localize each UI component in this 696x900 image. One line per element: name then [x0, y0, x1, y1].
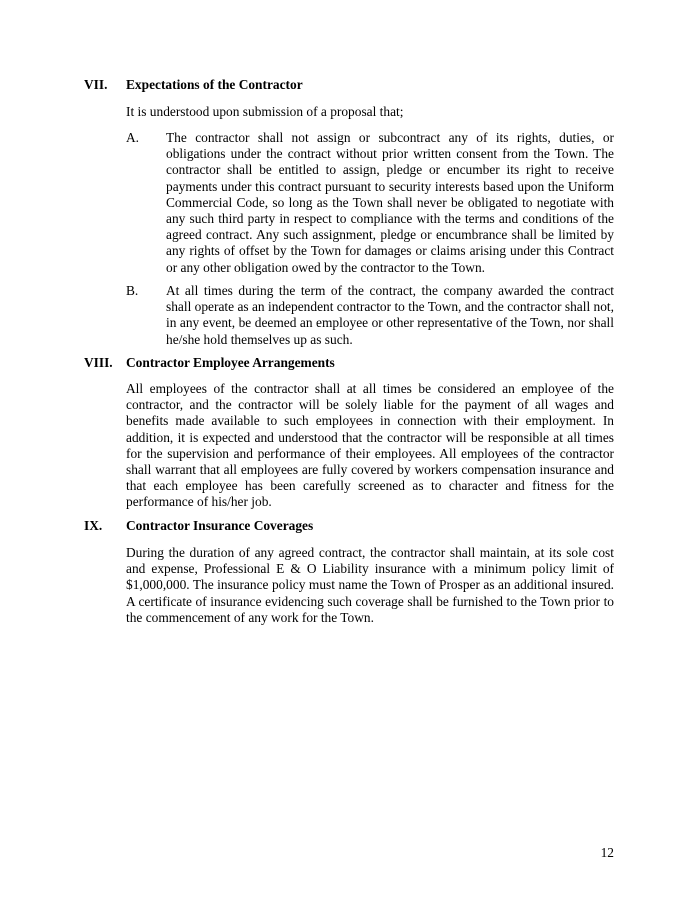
- list-item-letter: A.: [126, 130, 140, 145]
- section-intro: It is understood upon submission of a proposal that;: [126, 104, 404, 119]
- section-body: During the duration of any agreed contract, the contractor shall maintain, at its sole cost and expense, Professional E & O Liability insurance with a minimum policy limit of $1,000,000. The insurance policy must name the Town of Prosper as an additional insured. A certificate of insurance evidencing such coverage shall be furnished to the Town prior to the commencement of any work for the Town.: [126, 545, 614, 625]
- list-item-letter: B.: [126, 283, 139, 298]
- section-title: Contractor Employee Arrangements: [126, 355, 335, 370]
- section-number: VII.: [84, 77, 108, 92]
- section-title: Contractor Insurance Coverages: [126, 518, 314, 533]
- page-number: 12: [600, 845, 614, 860]
- section-number: IX.: [84, 518, 103, 533]
- section-body: All employees of the contractor shall at all times be considered an employee of the contractor, and the contractor will be solely liable for the payment of all wages and benefits made available to such employees in connection with their employment. In addition, it is expected and understood that the contractor will be responsible at all times for the supervision and performance of their employees. All employees of the contractor shall warrant that all employees are fully covered by workers compensation insurance and that each employee has been carefully screened as to character and fitness for the performance of his/her job.: [126, 381, 614, 510]
- list-item-text: At all times during the term of the contract, the company awarded the contract shall operate as an independent contractor to the Town, and the contractor shall not, in any event, be deemed an employee or other representative of the Town, nor shall he/she hold themselves up as such.: [166, 283, 614, 347]
- list-item-text: The contractor shall not assign or subcontract any of its rights, duties, or obligations under the contract without prior written consent from the Town. The contractor shall be entitled to assign, pledge or encumber its right to receive payments under this contract pursuant to security interests based upon the Uniform Commercial Code, so long as the Town shall never be obligated to negotiate with any such third party in respect to compliance with the terms and conditions of the agreed contract. Any such assignment, pledge or encumbrance shall be limited by any rights of offset by the Town for damages or claims arising under this Contract or any other obligation owed by the contractor to the Town.: [166, 130, 614, 275]
- section-title: Expectations of the Contractor: [126, 77, 303, 92]
- section-number: VIII.: [84, 355, 113, 370]
